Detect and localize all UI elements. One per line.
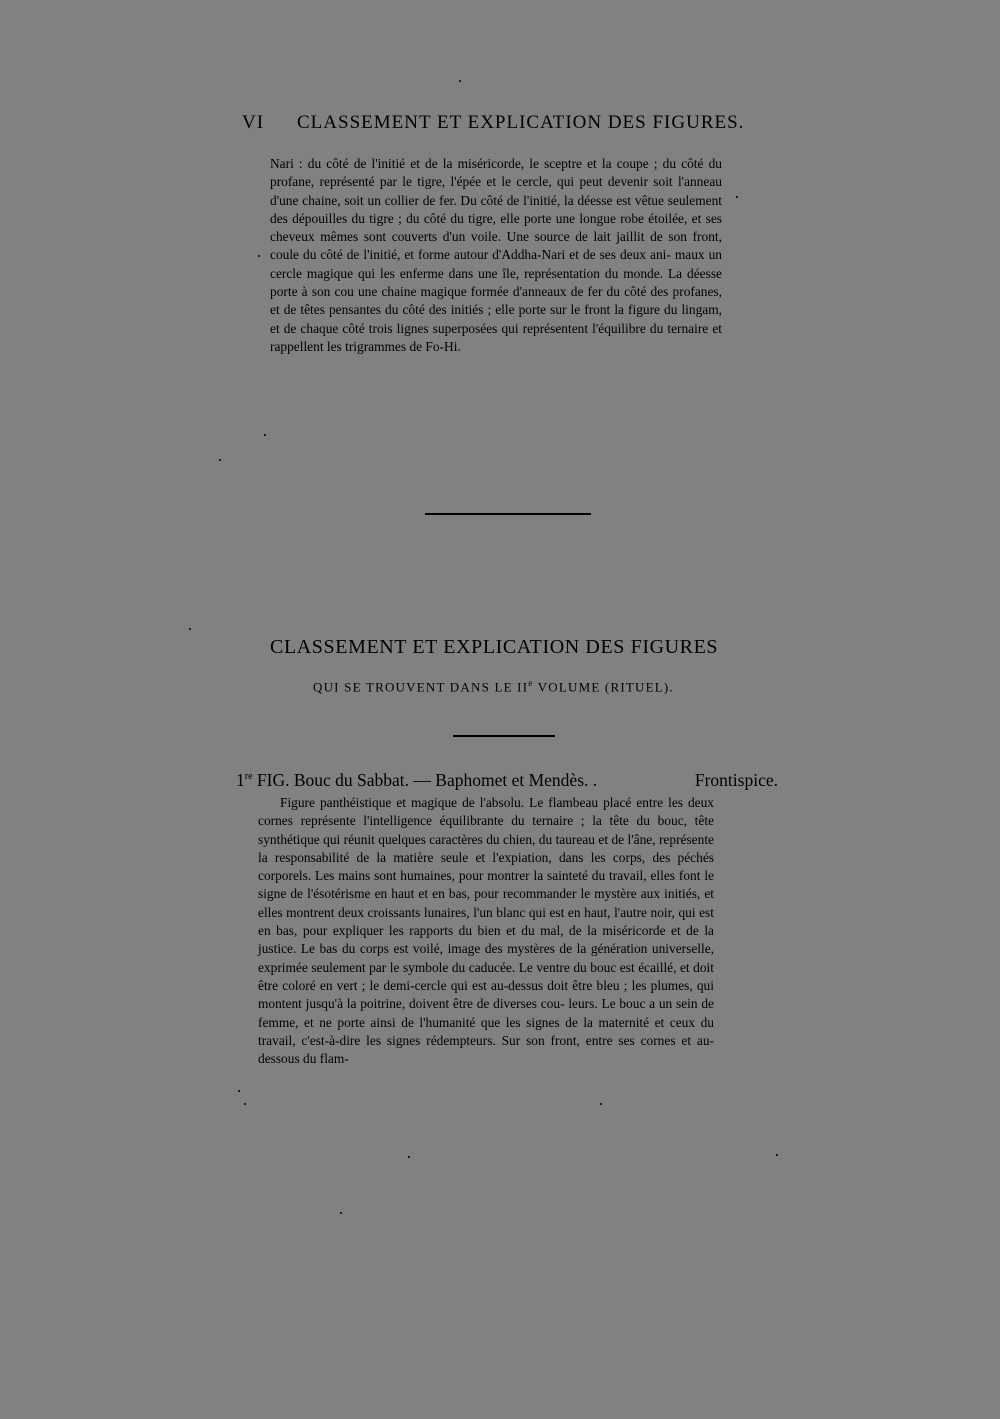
text-line: et du mal, de la miséricorde et de la justice. Le bas du corps est voilé, — [258, 923, 714, 957]
figure-heading — [236, 770, 778, 791]
text-line: maux un cercle magique qui les enferme dans une île, représentation — [270, 247, 722, 281]
text-line: l'ésotérisme en haut et en bas, pour recommander le mystère aux — [307, 886, 661, 902]
text-line: côté trois lignes superposées qui représentent l'équilibre du ternaire — [342, 320, 709, 336]
text-line: leurs. Le bouc a un sein de femme, et ne porte ainsi de l'humanité que — [258, 996, 714, 1030]
text-line: et rappellent les trigrammes de Fo-Hi. — [270, 320, 722, 354]
text-line: plumes, qui montent jusqu'à la poitrine, doivent être de diverses cou- — [258, 977, 714, 1012]
text-line: rédempteurs. Sur son front, entre ses cornes et au-dessous du flam- — [258, 1032, 714, 1067]
text-line: et l'expiation, dans les corps, des péchés corporels. Les mains sont — [258, 849, 714, 884]
figure-label: FIG. Bouc du Sabbat. — Baphomet et Mendès. . — [252, 770, 598, 790]
text-line: du taureau et de l'âne, représente la responsabilité de la matière seule — [258, 831, 714, 865]
running-header — [242, 112, 745, 134]
scan-speck — [459, 80, 461, 82]
section-title: CLASSEMENT ET EXPLICATION DES FIGURES — [270, 636, 719, 658]
figure-number: 1 — [236, 770, 245, 790]
text-line: coloré en vert ; le demi-cercle qui est au-dessus doit être bleu ; les — [282, 977, 647, 993]
text-line: par le symbole du caducée. Le ventre du bouc est écaillé, et doit être — [258, 959, 715, 993]
figure-caption — [236, 770, 597, 791]
text-line: de l'initié, la déesse est vêtue seulement des dépouilles du tigre ; du — [270, 192, 722, 226]
scan-speck — [238, 1090, 240, 1092]
scan-speck — [264, 434, 266, 436]
figure-location: Frontispice. — [694, 770, 778, 790]
text-line: initiés, et elles montrent deux croissants lunaires, l'un blanc qui est en — [258, 886, 714, 920]
scan-speck — [244, 1103, 246, 1105]
text-line: d'anneaux de fer du côté des profanes, et de têtes pensantes du côté — [270, 284, 722, 318]
scan-speck — [189, 628, 191, 630]
subtitle-superscript: e — [528, 678, 534, 688]
scan-speck — [258, 255, 260, 257]
section-divider — [425, 513, 591, 515]
text-line: image des mystères de la génération universelle, exprimée seulement — [258, 941, 714, 975]
figure-description — [258, 794, 714, 1068]
running-title: CLASSEMENT ET EXPLICATION DES FIGURES. — [297, 112, 745, 133]
scan-speck — [219, 459, 221, 461]
text-line: haut, l'autre noir, qui est en bas, pour expliquer les rapports du bien — [258, 904, 714, 939]
text-line: tête du bouc, tête synthétique qui réunit quelques caractères du chien, — [258, 813, 714, 847]
text-line: Figure panthéistique et magique de l'absolu. Le flambeau placé entre — [280, 795, 664, 810]
text-line: peut devenir soit l'anneau d'une chaine, soit un collier de fer. Du côté — [270, 174, 722, 208]
text-line: humaines, pour montrer la sainteté du travail, elles font le signe de — [258, 868, 714, 902]
section-subtitle — [313, 678, 713, 695]
subtitle-text: QUI SE TROUVENT DANS LE II — [313, 679, 529, 695]
scan-speck — [408, 1156, 410, 1158]
text-line: des initiés ; elle porte sur le front la figure du lingam, et de chaque — [270, 302, 722, 336]
text-line: du côté du profane, représenté par le tigre, l'épée et le cercle, qui — [270, 156, 722, 190]
text-line: Nari : du côté de l'initié et de la miséricorde, le sceptre et la coupe ; — [270, 156, 658, 171]
continued-paragraph — [270, 155, 722, 356]
scan-speck — [340, 1212, 342, 1214]
figure-number-superscript: re — [244, 771, 253, 783]
text-line: côté du tigre, elle porte une longue robe étoilée, et ses cheveux mêmes — [270, 210, 722, 245]
subtitle-divider — [453, 735, 555, 737]
scan-speck — [736, 196, 738, 198]
text-line: du monde. La déesse porte à son cou une chaine magique formée — [270, 265, 722, 300]
text-line: du côté de l'initié, et forme autour d'Addha-Nari et de ses deux ani- — [303, 247, 671, 263]
text-line: les deux cornes représente l'intelligence équilibrante du ternaire ; la — [258, 795, 714, 829]
text-line: sont couverts d'un voile. Une source de lait jaillit de son front, coule — [270, 229, 723, 263]
page-number: VI — [242, 112, 265, 133]
scan-speck — [776, 1154, 778, 1156]
scan-speck — [600, 1103, 602, 1105]
subtitle-text-end: VOLUME (RITUEL). — [533, 679, 674, 695]
text-line: les signes de la maternité et ceux du travail, c'est-à-dire les signes — [258, 1014, 714, 1048]
